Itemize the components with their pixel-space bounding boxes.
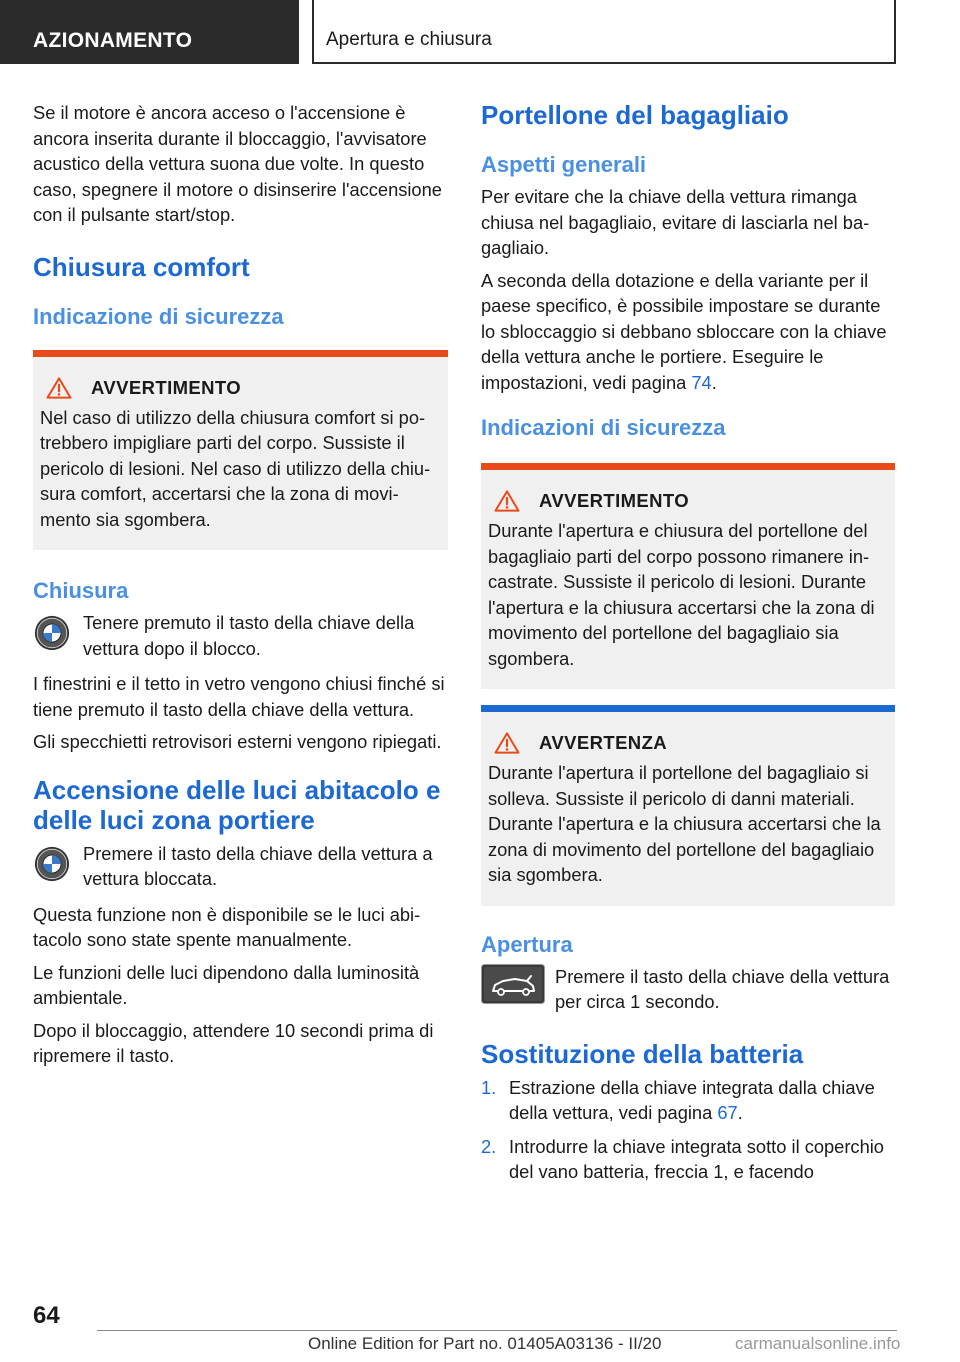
warning-triangle-icon: [493, 490, 521, 512]
footer-watermark: carmanualsonline.info: [735, 1334, 901, 1353]
lights-paragraph-1: Questa funzione non è disponibile se le luci abitacolo sono state spente manualmente.: [33, 903, 421, 950]
chapter-tab: AZIONAMENTO: [0, 0, 299, 64]
warning-title-row: [488, 490, 887, 512]
general-heading: Aspetti generali: [481, 152, 647, 177]
right-column: [481, 100, 895, 1193]
warning-text: Durante l'apertura e chiusura del portellone del bagagliaio parti del corpo possono rimanere incastrate. Sussiste il pericolo di lesioni. Durante l'apertura e la chiusura accertarsi che la zona di movimento del portellone del bagagliaio sia sgombera.: [488, 520, 875, 669]
lights-paragraph-3: Dopo il bloccaggio, attendere 10 secondi prima di ripremere il tasto.: [33, 1019, 434, 1066]
footer-edition: Online Edition for Part no. 01405A03136 - II/20: [308, 1334, 662, 1353]
closing-heading: Chiusura: [33, 578, 129, 603]
notice-title-row: [488, 732, 887, 754]
warning-box-trunk: [481, 463, 895, 689]
comfort-closing-heading: Chiusura comfort: [33, 251, 250, 282]
page-link-67[interactable]: 67: [717, 1102, 738, 1123]
intro-paragraph: Se il motore è ancora acceso o l'accensione è ancora inserita durante il bloccaggio, l'avvisatore acustico della vettura suona due volte. In questo caso, spegnere il motore o disinserire l'accensione con il pulsante start/stop.: [33, 102, 442, 225]
list-item: [481, 1134, 895, 1185]
warning-title: AVVERTIMENTO: [91, 376, 242, 398]
closing-paragraph-mirrors: Gli specchietti retrovisori esterni vengono ripiegati.: [33, 731, 442, 752]
battery-steps: [481, 1075, 895, 1185]
lights-heading: Accensione delle luci abitacolo e delle luci zona portiere: [33, 774, 441, 835]
notice-title: AVVERTENZA: [539, 732, 668, 753]
general-paragraph-2-text: A seconda della dotazione e della variante per il paese specifico, è possibile impostare se durante lo sbloccaggio si debbano sbloccare con la chiave della vettura anche le portiere. Eseguire le impostazioni, vedi pagina: [481, 269, 887, 393]
general-paragraph-2: [481, 268, 895, 396]
page-number: 64: [33, 1302, 60, 1329]
footer-divider: [97, 1330, 897, 1331]
trunk-button-icon: [481, 964, 545, 1004]
step-text: [509, 1075, 895, 1126]
warning-title: AVVERTIMENTO: [539, 490, 690, 511]
topic-tab: Apertura e chiusura: [312, 0, 896, 64]
notice-text: Durante l'apertura il portellone del bagagliaio si solleva. Sussiste il pericolo di danni materiali. Durante l'apertura e la chiusura accertarsi che la zona di movimento del portellone del bagagliaio sia sgombera.: [488, 762, 881, 885]
step-text-end: .: [737, 1102, 743, 1123]
warning-triangle-icon: [45, 377, 73, 399]
step-number: 1.: [481, 1076, 497, 1098]
left-column: [33, 100, 448, 1076]
closing-key-instruction: [33, 610, 448, 661]
lights-paragraph-2: Le funzioni delle luci dipendono dalla luminosità ambientale.: [33, 961, 420, 1008]
closing-paragraph-windows: I finestrini e il tetto in vetro vengono chiusi finché si tiene premuto il tasto della chiave della vettura.: [33, 673, 445, 720]
general-paragraph-2-end: .: [711, 371, 717, 393]
safety-note-heading: Indicazione di sicurezza: [33, 303, 284, 329]
notice-box-trunk: [481, 705, 895, 906]
safety-notes-heading: Indicazioni di sicurezza: [481, 415, 726, 440]
bmw-key-button-icon: [33, 614, 71, 652]
closing-key-text: Tenere premuto il tasto della chiave della vettura dopo il blocco.: [83, 612, 415, 659]
list-item: [481, 1075, 895, 1126]
trunk-heading: Portellone del bagagliaio: [481, 100, 789, 130]
page-link-74[interactable]: 74: [691, 371, 712, 393]
step-text-body: Estrazione della chiave integrata dalla chiave della vettura, vedi pagina: [509, 1076, 875, 1123]
general-paragraph-1: Per evitare che la chiave della vettura rimanga chiusa nel bagagliaio, evitare di lasciarla nel bagagliaio.: [481, 186, 870, 258]
warning-title-row: [40, 377, 440, 399]
bmw-key-button-icon: [33, 845, 71, 883]
step-text: Introdurre la chiave integrata sotto il coperchio del vano batteria, freccia 1, e facendo: [509, 1135, 884, 1182]
lights-key-text: Premere il tasto della chiave della vettura a vettura bloccata.: [83, 842, 433, 889]
opening-key-text: Premere il tasto della chiave della vettura per circa 1 secondo.: [555, 965, 890, 1012]
lights-key-instruction: [33, 841, 448, 892]
opening-key-instruction: [481, 964, 895, 1015]
opening-heading: Apertura: [481, 931, 573, 957]
warning-triangle-icon: [493, 732, 521, 754]
battery-heading: Sostituzione della batteria: [481, 1038, 804, 1069]
warning-box-comfort: [33, 350, 448, 551]
step-number: 2.: [481, 1135, 497, 1157]
warning-text: Nel caso di utilizzo della chiusura comfort si potrebbero impigliare parti del corpo. Sussiste il pericolo di lesioni. Nel caso di utilizzo della chiusura comfort, accertarsi che la zona di movimento sia sgombera.: [40, 406, 431, 530]
